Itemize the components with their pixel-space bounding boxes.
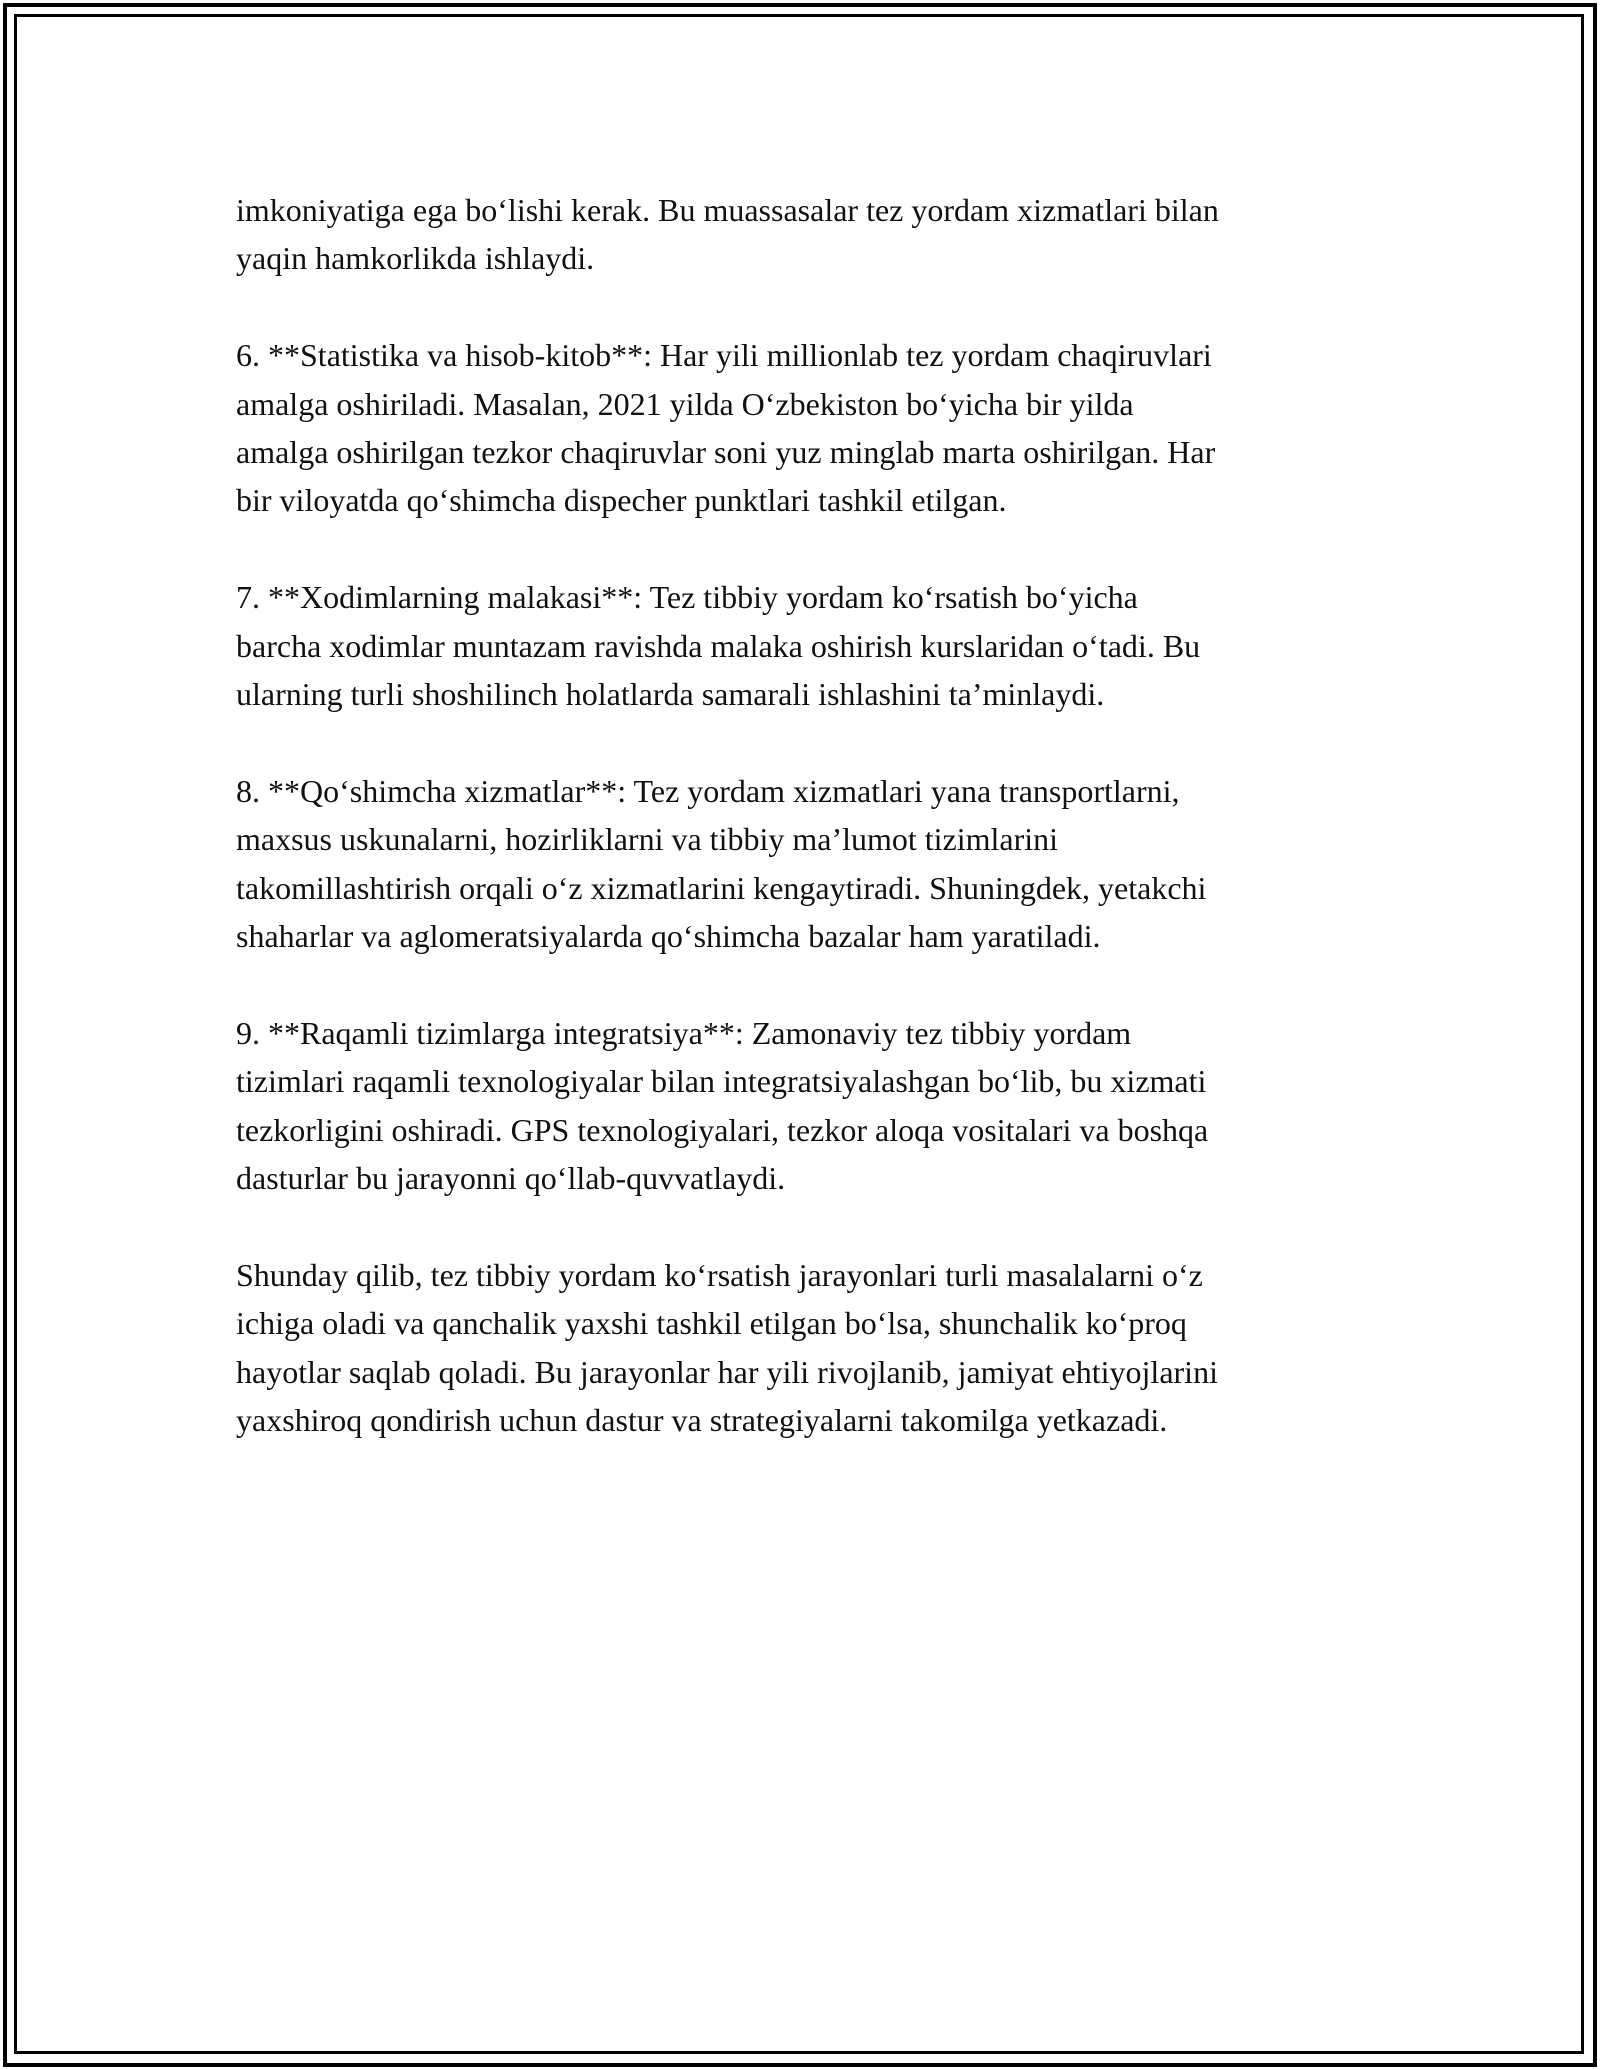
- text-line: tizimlari raqamli texnologiyalar bilan integratsiyalashgan bo‘lib, bu xizmati: [236, 1063, 1207, 1100]
- text-line: maxsus uskunalarni, hozirliklarni va tibbiy ma’lumot tizimlarini: [236, 821, 1059, 858]
- text-line: 6. **Statistika va hisob-kitob**: Har yili millionlab tez yordam chaqiruvlari: [236, 337, 1212, 374]
- text-line: yaqin hamkorlikda ishlaydi.: [236, 240, 595, 277]
- text-line: hayotlar saqlab qoladi. Bu jarayonlar har yili rivojlanib, jamiyat ehtiyojlarini: [236, 1353, 1218, 1390]
- text-line: dasturlar bu jarayonni qo‘llab-quvvatlaydi.: [236, 1160, 786, 1197]
- text-line: shaharlar va aglomeratsiyalarda qo‘shimcha bazalar ham yaratiladi.: [236, 918, 1101, 955]
- text-line: 9. **Raqamli tizimlarga integratsiya**: Zamonaviy tez tibbiy yordam: [236, 1014, 1132, 1051]
- text-line: barcha xodimlar muntazam ravishda malaka oshirish kurslaridan o‘tadi. Bu: [236, 627, 1201, 664]
- paragraph-conclusion: [236, 1251, 1376, 1445]
- text-line: imkoniyatiga ega bo‘lishi kerak. Bu muassasalar tez yordam xizmatlari bilan: [236, 192, 1219, 228]
- paragraph-digital-integration: [236, 1009, 1376, 1203]
- text-line: ularning turli shoshilinch holatlarda samarali ishlashini ta’minlaydi.: [236, 676, 1105, 713]
- paragraph-continuation: [236, 186, 1376, 283]
- paragraph-staff-qualification: [236, 573, 1376, 718]
- text-line: takomillashtirish orqali o‘z xizmatlarini kengaytiradi. Shuningdek, yetakchi: [236, 869, 1207, 906]
- text-line: 7. **Xodimlarning malakasi**: Tez tibbiy yordam ko‘rsatish bo‘yicha: [236, 579, 1138, 616]
- text-line: ichiga oladi va qanchalik yaxshi tashkil etilgan bo‘lsa, shunchalik ko‘proq: [236, 1305, 1187, 1342]
- paragraph-statistics: [236, 331, 1376, 525]
- text-line: tezkorligini oshiradi. GPS texnologiyalari, tezkor aloqa vositalari va boshqa: [236, 1111, 1209, 1148]
- document-body: [236, 186, 1376, 1493]
- text-line: Shunday qilib, tez tibbiy yordam ko‘rsatish jarayonlari turli masalalarni o‘z: [236, 1256, 1203, 1293]
- text-line: yaxshiroq qondirish uchun dastur va strategiyalarni takomilga yetkazadi.: [236, 1402, 1168, 1439]
- text-line: 8. **Qo‘shimcha xizmatlar**: Tez yordam xizmatlari yana transportlarni,: [236, 772, 1180, 809]
- text-line: bir viloyatda qo‘shimcha dispecher punktlari tashkil etilgan.: [236, 482, 1007, 519]
- paragraph-additional-services: [236, 767, 1376, 961]
- text-line: amalga oshirilgan tezkor chaqiruvlar soni yuz minglab marta oshirilgan. Har: [236, 434, 1216, 471]
- text-line: amalga oshiriladi. Masalan, 2021 yilda O‘zbekiston bo‘yicha bir yilda: [236, 385, 1134, 422]
